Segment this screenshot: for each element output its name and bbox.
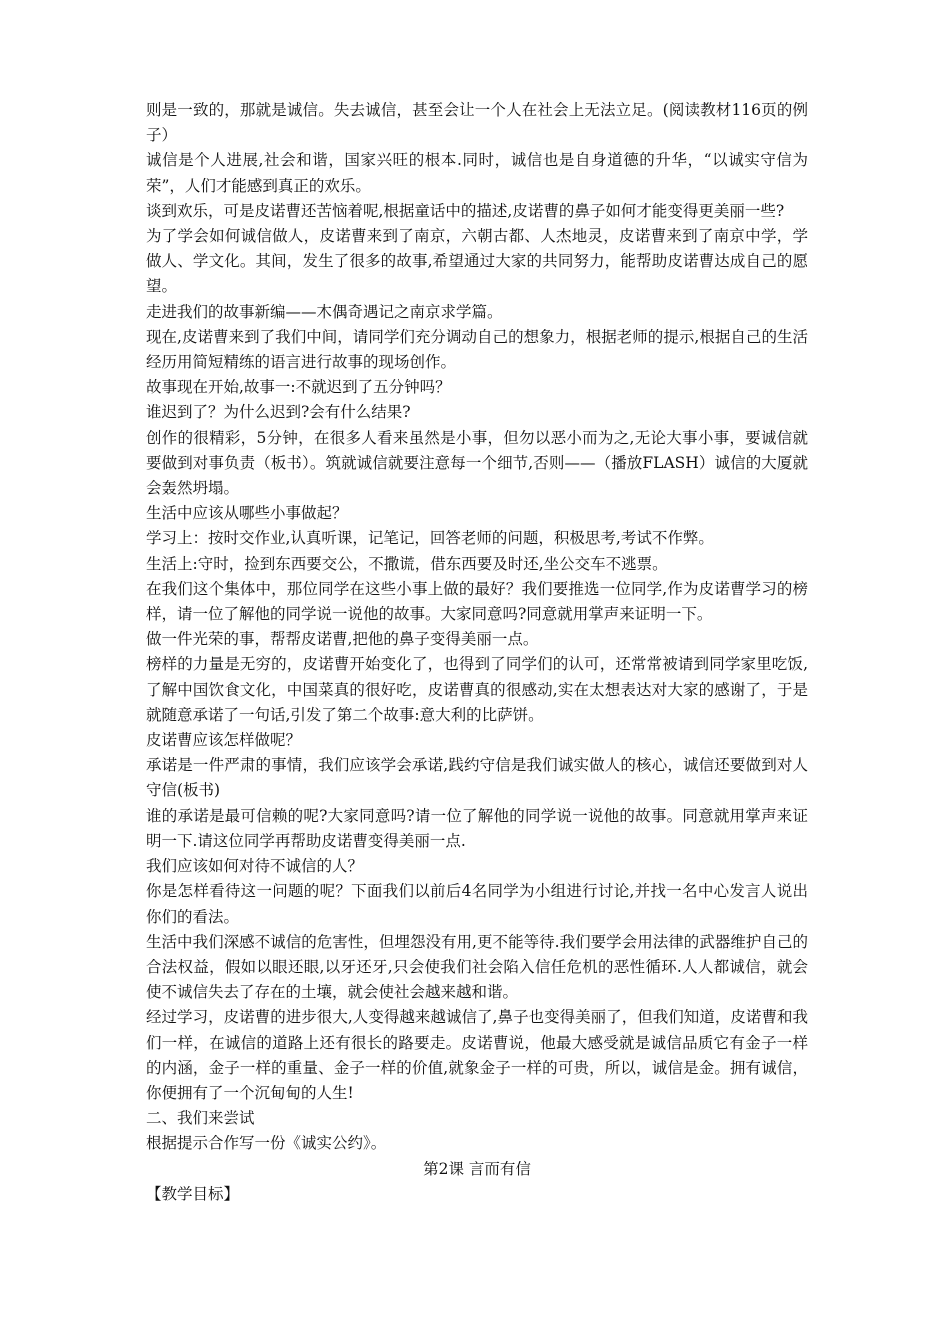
paragraph-14: 做一件光荣的事，帮帮皮诺曹,把他的鼻子变得美丽一点。 xyxy=(146,630,539,649)
paragraph-4: 为了学会如何诚信做人，皮诺曹来到了南京，六朝古都、人杰地灵，皮诺曹来到了南京中学，学做人、学文化。其间，发生了很多的故事,希望通过大家的共同努力，能帮助皮诺曹达成自己的愿望。 xyxy=(146,227,808,296)
paragraph-18: 谁的承诺是最可信赖的呢?大家同意吗?请一位了解他的同学说一说他的故事。同意就用掌声来证明一下.请这位同学再帮助皮诺曹变得美丽一点. xyxy=(146,806,808,850)
paragraph-12: 生活上:守时，捡到东西要交公，不撒谎，借东西要及时还,坐公交车不逃票。 xyxy=(146,554,668,573)
paragraph-16: 皮诺曹应该怎样做呢？ xyxy=(146,731,302,750)
paragraph-1: 则是一致的，那就是诚信。失去诚信，甚至会让一个人在社会上无法立足。(阅读教材116页的例子） xyxy=(146,101,808,145)
paragraph-13: 在我们这个集体中，那位同学在这些小事上做的最好？我们要推选一位同学,作为皮诺曹学习的榜样，请一位了解他的同学说一说他的故事。大家同意吗?同意就用掌声来证明一下。 xyxy=(146,579,808,624)
paragraph-9: 创作的很精彩，5分钟，在很多人看来虽然是小事，但勿以恶小而为之,无论大事小事，要诚信就要做到对事负责（板书）。筑就诚信就要注意每一个细节,否则——（播放FLASH）诚信的大厦就会轰然坍塌。 xyxy=(146,428,808,498)
paragraph-10: 生活中应该从哪些小事做起？ xyxy=(146,504,348,523)
paragraph-2: 诚信是个人进展,社会和谐，国家兴旺的根本.同时，诚信也是自身道德的升华，“以诚实守信为荣”，人们才能感到真正的欢乐。 xyxy=(146,151,808,195)
paragraph-11: 学习上：按时交作业,认真听课，记笔记，回答老师的问题，积极思考,考试不作弊。 xyxy=(146,529,714,548)
paragraph-24: 根据提示合作写一份《诚实公约》。 xyxy=(146,1134,387,1153)
paragraph-6: 现在,皮诺曹来到了我们中间，请同学们充分调动自己的想象力，根据老师的提示,根据自己的生活经历用简短精练的语言进行故事的现场创作。 xyxy=(146,327,808,372)
paragraph-15: 榜样的力量是无穷的，皮诺曹开始变化了，也得到了同学们的认可，还常常被请到同学家里吃饭,了解中国饮食文化，中国菜真的很好吃，皮诺曹真的很感动,实在太想表达对大家的感谢了，于是就随意承诺了一句话,引发了第二个故事:意大利的比萨饼。 xyxy=(146,655,808,724)
paragraph-7: 故事现在开始,故事一:不就迟到了五分钟吗？ xyxy=(146,378,451,397)
paragraph-3: 谈到欢乐，可是皮诺曹还苦恼着呢,根据童话中的描述,皮诺曹的鼻子如何才能变得更美丽一些? xyxy=(146,201,785,220)
teaching-goals-heading: 【教学目标】 xyxy=(146,1184,240,1203)
paragraph-5: 走进我们的故事新编——木偶奇遇记之南京求学篇。 xyxy=(146,302,503,321)
paragraph-20: 你是怎样看待这一问题的呢？下面我们以前后4名同学为小组进行讨论,并找一名中心发言人说出你们的看法。 xyxy=(146,882,808,926)
lesson-title: 第2课 言而有信 xyxy=(423,1159,531,1178)
section-heading-try: 二、我们来尝试 xyxy=(146,1109,255,1128)
paragraph-19: 我们应该如何对待不诚信的人？ xyxy=(146,857,364,876)
paragraph-22: 经过学习，皮诺曹的进步很大,人变得越来越诚信了,鼻子也变得美丽了，但我们知道，皮诺曹和我们一样，在诚信的道路上还有很长的路要走。皮诺曹说，他最大感受就是诚信品质它有金子一样的内涵，金子一样的重量、金子一样的价值,就象金子一样的可贵，所以，诚信是金。拥有诚信，你便拥有了一个沉甸甸的人生! xyxy=(146,1008,808,1102)
paragraph-8: 谁迟到了？为什么迟到?会有什么结果? xyxy=(146,403,411,422)
paragraph-21: 生活中我们深感不诚信的危害性，但埋怨没有用,更不能等待.我们要学会用法律的武器维护自己的合法权益，假如以眼还眼,以牙还牙,只会使我们社会陷入信任危机的恶性循环.人人都诚信，就会使不诚信失去了存在的土壤，就会使社会越来越和谐。 xyxy=(146,932,808,1002)
paragraph-17: 承诺是一件严肃的事情，我们应该学会承诺,践约守信是我们诚实做人的核心，诚信还要做到对人守信(板书) xyxy=(146,756,808,800)
document-page xyxy=(146,98,808,1207)
